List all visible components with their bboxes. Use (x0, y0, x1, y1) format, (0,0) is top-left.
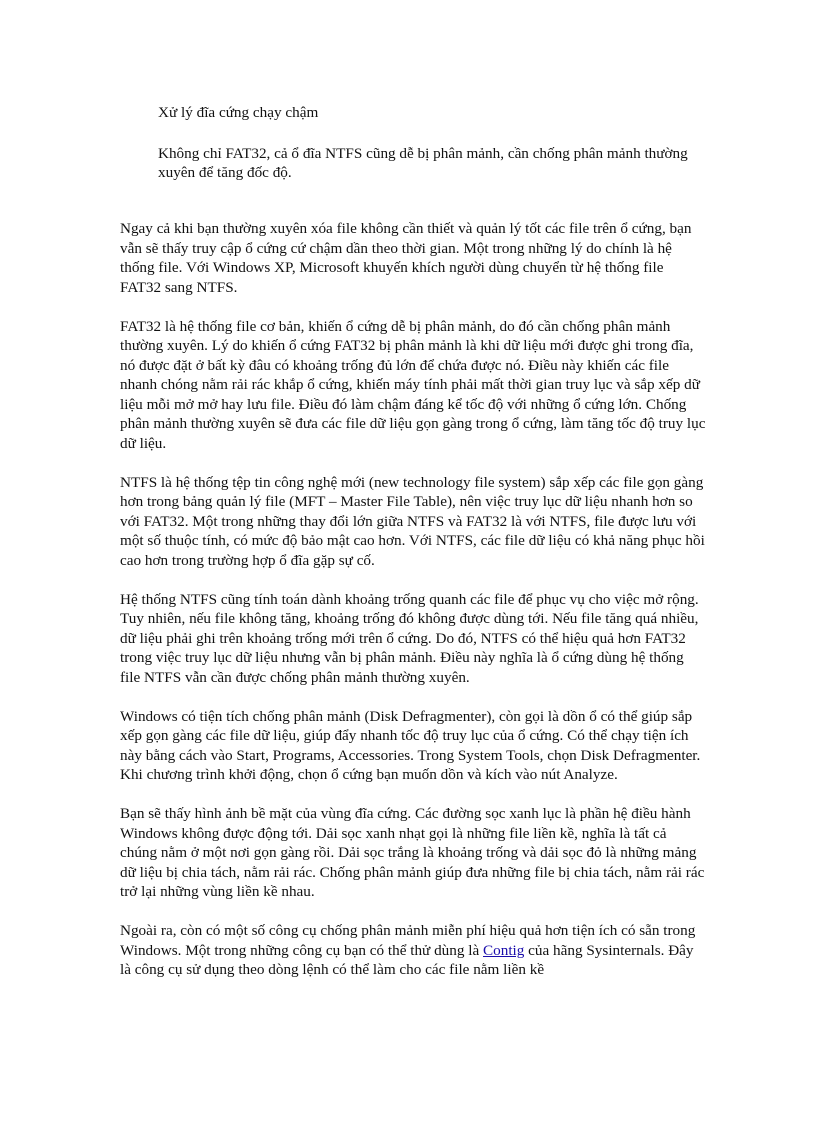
paragraph-1: Ngay cả khi bạn thường xuyên xóa file không cần thiết và quản lý tốt các file trên ổ cứng, bạn vẫn sẽ thấy truy cập ổ cứng cứ chậm dần theo thời gian. Một trong những lý do chính là hệ thống file. Với Windows XP, Microsoft khuyến khích người dùng chuyển từ hệ thống file FAT32 sang NTFS. (120, 220, 692, 296)
paragraph-7-text-before: Ngoài ra, còn có một số công cụ chống phân mảnh miễn phí hiệu quả hơn tiện ích có sẵn trong Windows. Một trong những công cụ bạn có thể thử dùng là (120, 922, 696, 959)
article-body (120, 219, 706, 999)
paragraph-2: FAT32 là hệ thống file cơ bản, khiến ổ cứng dễ bị phân mảnh, do đó cần chống phân mảnh thường xuyên. Lý do khiến ổ cứng FAT32 bị phân mảnh là khi dữ liệu mới được ghi trong đĩa, nó được đặt ở bất kỳ đâu có khoảng trống đủ lớn để chứa được nó. Điều này khiến các file nhanh chóng nằm rải rác khắp ổ cứng, khiến máy tính phải mất thời gian truy lục và sắp xếp dữ liệu mỗi mở mở hay lưu file. Điều đó làm chậm đáng kể tốc độ với những ổ cứng lớn. Chống phân mảnh thường xuyên sẽ đưa các file dữ liệu gọn gàng trong ổ cứng, làm tăng tốc độ truy lục dữ liệu. (120, 317, 706, 452)
paragraph-5: Windows có tiện tích chống phân mảnh (Disk Defragmenter), còn gọi là dồn ổ có thể giúp sắp xếp gọn gàng các file dữ liệu, giúp đẩy nhanh tốc độ truy lục của ổ cứng. Có thể chạy tiện ích này bằng cách vào Start, Programs, Accessories. Trong System Tools, chọn Disk Defragmenter. Khi chương trình khởi động, chọn ổ cứng bạn muốn dồn và kích vào nút Analyze. (120, 707, 701, 783)
paragraph-7 (120, 921, 706, 980)
paragraph-6: Bạn sẽ thấy hình ảnh bề mặt của vùng đĩa cứng. Các đường sọc xanh lục là phần hệ điều hành Windows không được động tới. Dải sọc xanh nhạt gọi là những file liền kề, nghĩa là tất cả chúng nằm ở một nơi gọn gàng rồi. Dải sọc trắng là khoảng trống và dải sọc đỏ là những mảng dữ liệu bị chia tách, nằm rải rác. Chống phân mảnh giúp đưa những file bị chia tách, nằm rải rác trở lại những vùng liền kề nhau. (120, 805, 705, 900)
contig-link[interactable]: Contig (483, 941, 525, 959)
paragraph-3: NTFS là hệ thống tệp tin công nghệ mới (new technology file system) sắp xếp các file gọn gàng hơn trong bảng quản lý file (MFT – Master File Table), nên việc truy lục dữ liệu nhanh hơn so với FAT32. Một trong những thay đổi lớn giữa NTFS và FAT32 là với NTFS, file được lưu với một số thuộc tính, có mức độ bảo mật cao hơn. Với NTFS, các file dữ liệu có khả năng phục hồi cao hơn trong trường hợp ổ đĩa gặp sự cố. (120, 473, 705, 569)
paragraph-7-text-after: của hãng Sysinternals. Đây là công cụ sử dụng theo dòng lệnh có thể làm cho các file nằm liền kề (120, 941, 694, 978)
article-title: Xử lý đĩa cứng chạy chậm (158, 104, 319, 121)
paragraph-4: Hệ thống NTFS cũng tính toán dành khoảng trống quanh các file để phục vụ cho việc mở rộng. Tuy nhiên, nếu file không tăng, khoảng trống đó không được dùng tới. Nếu file tăng quá nhiều, dữ liệu phải ghi trên khoảng trống mới trên ổ cứng. Do đó, NTFS có thể hiệu quả hơn FAT32 trong việc truy lục dữ liệu nhưng vẫn bị phân mảnh. Điều này nghĩa là ổ cứng dùng hệ thống file NTFS vẫn cần được chống phân mảnh thường xuyên. (120, 590, 699, 686)
article-header (158, 103, 718, 204)
article-lead: Không chỉ FAT32, cả ổ đĩa NTFS cũng dễ bị phân mảnh, cần chống phân mảnh thường xuyên để tăng đốc độ. (158, 144, 688, 181)
